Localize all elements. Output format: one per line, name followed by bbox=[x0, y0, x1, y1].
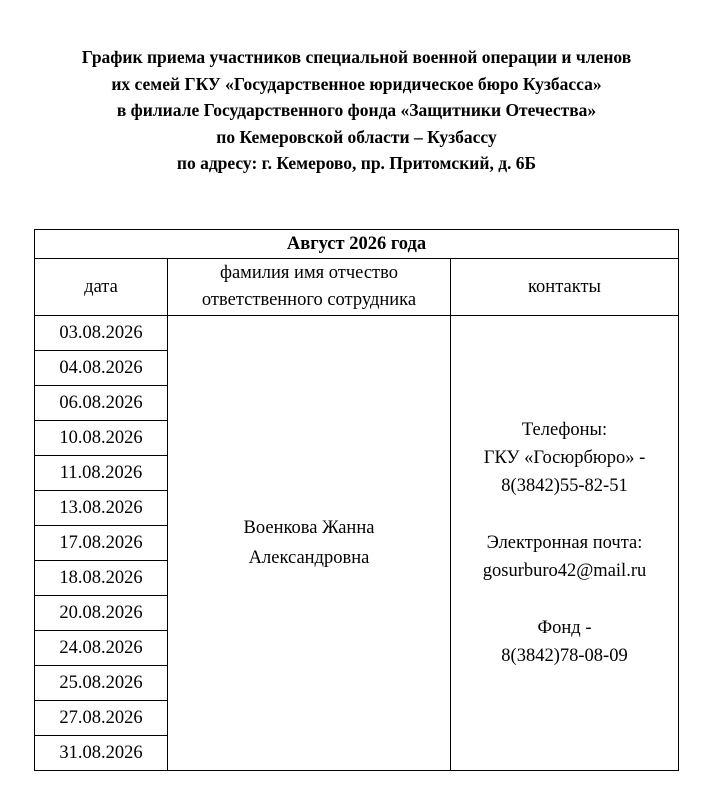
document-title bbox=[0, 44, 713, 177]
date-cell: 11.08.2026 bbox=[35, 456, 168, 491]
date-cell: 25.08.2026 bbox=[35, 666, 168, 701]
date-cell: 24.08.2026 bbox=[35, 631, 168, 666]
title-line: их семей ГКУ «Государственное юридическое бюро Кузбасса» bbox=[111, 73, 602, 94]
phones-label: Телефоны: bbox=[521, 419, 608, 440]
date-cell: 18.08.2026 bbox=[35, 561, 168, 596]
email-address: gosurburo42@mail.ru bbox=[482, 561, 647, 582]
date-cell: 20.08.2026 bbox=[35, 596, 168, 631]
contacts-column-header: контакты bbox=[451, 259, 679, 316]
title-line: График приема участников специальной военной операции и членов bbox=[81, 47, 632, 67]
bureau-phone: 8(3842)55-82-51 bbox=[501, 476, 628, 497]
fund-phone: 8(3842)78-08-09 bbox=[501, 646, 628, 667]
fund-label: Фонд - bbox=[537, 617, 592, 638]
date-cell: 31.08.2026 bbox=[35, 736, 168, 771]
email-label: Электронная почта: bbox=[486, 532, 643, 553]
title-line: в филиале Государственного фонда «Защитники Отечества» bbox=[116, 100, 597, 120]
schedule-table bbox=[34, 229, 679, 771]
date-column-header: дата bbox=[35, 259, 168, 316]
bureau-label: ГКУ «Госюрбюро» - bbox=[483, 447, 646, 468]
date-cell: 13.08.2026 bbox=[35, 491, 168, 526]
date-cell: 03.08.2026 bbox=[35, 316, 168, 351]
employee-name-line: Александровна bbox=[248, 548, 370, 568]
contacts-cell bbox=[451, 316, 679, 771]
employee-column-header bbox=[168, 259, 451, 316]
date-cell: 17.08.2026 bbox=[35, 526, 168, 561]
title-line: по Кемеровской области – Кузбассу bbox=[216, 126, 497, 147]
month-header: Август 2026 года bbox=[35, 230, 679, 259]
date-cell: 10.08.2026 bbox=[35, 421, 168, 456]
date-cell: 06.08.2026 bbox=[35, 386, 168, 421]
employee-name-cell bbox=[168, 316, 451, 771]
title-line: по адресу: г. Кемерово, пр. Притомский, д. 6Б bbox=[176, 153, 537, 173]
date-cell: 27.08.2026 bbox=[35, 701, 168, 736]
date-cell: 04.08.2026 bbox=[35, 351, 168, 386]
employee-header-line: фамилия имя отчество bbox=[219, 263, 399, 283]
employee-header-line: ответственного сотрудника bbox=[201, 290, 417, 310]
employee-name-line: Военкова Жанна bbox=[243, 518, 375, 538]
